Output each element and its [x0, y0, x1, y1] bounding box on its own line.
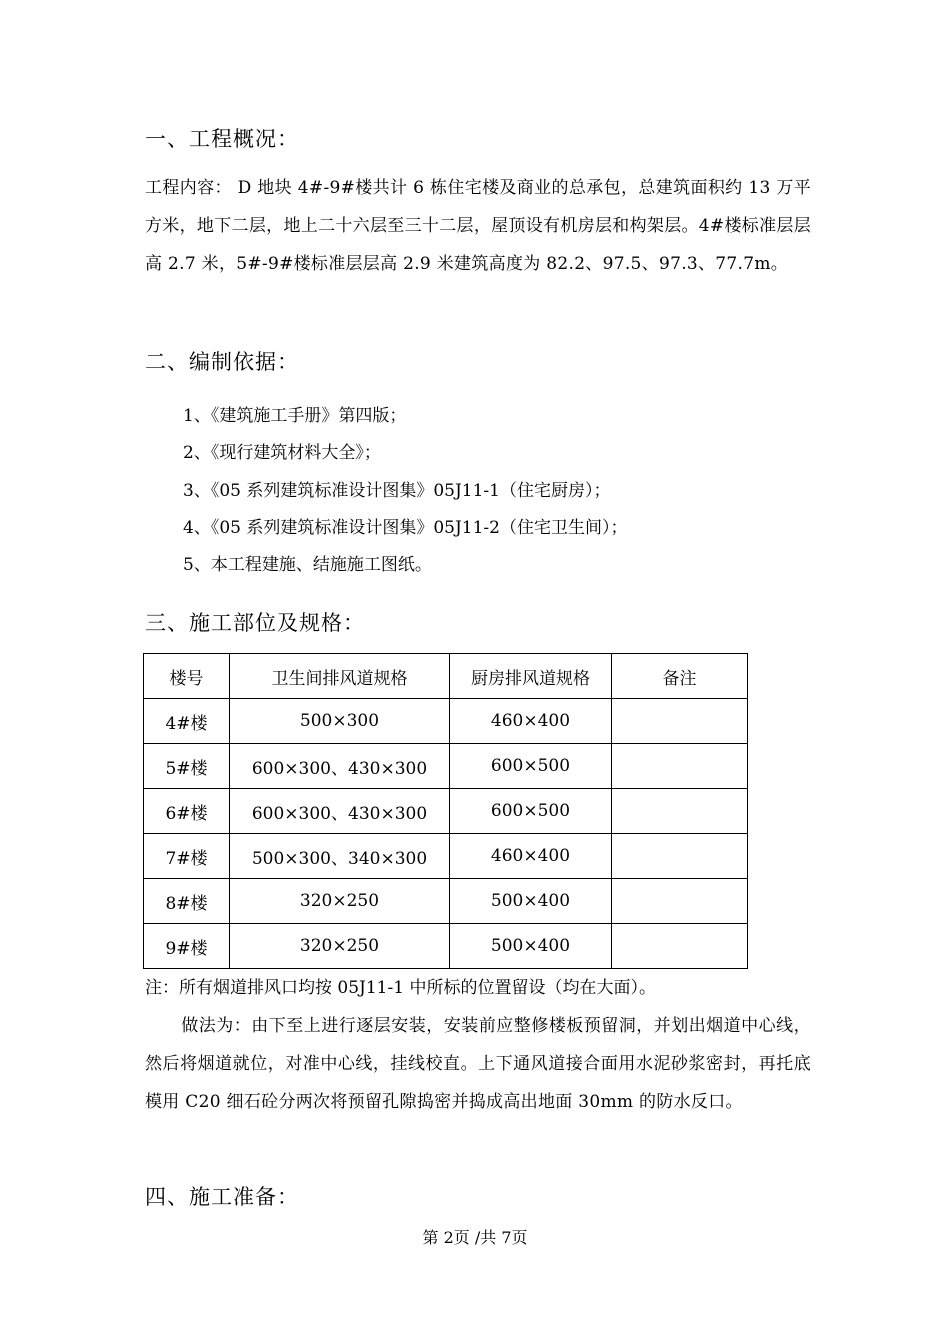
table-cell: 460×400 — [450, 699, 612, 744]
basis-item: 5、本工程建施、结施施工图纸。 — [183, 555, 432, 575]
table-cell: 8#楼 — [144, 879, 230, 924]
table-cell: 5#楼 — [144, 744, 230, 789]
table-cell: 500×400 — [450, 924, 612, 969]
basis-item: 3、《05 系列建筑标准设计图集》05J11-1（住宅厨房）； — [183, 481, 611, 501]
table-cell — [612, 744, 748, 789]
page-footer: 第 2页 /共 7页 — [422, 1228, 528, 1247]
column-header: 卫生间排风道规格 — [230, 654, 450, 699]
table-cell: 320×250 — [230, 879, 450, 924]
section-heading-overview: 一、工程概况： — [145, 127, 299, 151]
column-header: 备注 — [612, 654, 748, 699]
basis-item: 4、《05 系列建筑标准设计图集》05J11-2（住宅卫生间）； — [183, 518, 628, 538]
table-cell: 600×300、430×300 — [230, 789, 450, 834]
table-cell: 7#楼 — [144, 834, 230, 879]
section-heading-basis: 二、编制依据： — [145, 350, 299, 374]
table-row — [144, 744, 748, 789]
flue-spec-table — [143, 653, 748, 969]
table-cell: 460×400 — [450, 834, 612, 879]
table-cell: 500×300、340×300 — [230, 834, 450, 879]
table-row — [144, 879, 748, 924]
table-cell — [612, 699, 748, 744]
table-cell: 600×300、430×300 — [230, 744, 450, 789]
method-paragraph — [145, 1007, 811, 1121]
basis-item: 1、《建筑施工手册》第四版； — [183, 406, 407, 426]
table-row — [144, 699, 748, 744]
table-cell — [612, 879, 748, 924]
table-cell: 600×500 — [450, 789, 612, 834]
section-heading-scope: 三、施工部位及规格： — [145, 611, 365, 635]
basis-item: 2、《现行建筑材料大全》； — [183, 443, 381, 463]
table-cell — [612, 789, 748, 834]
column-header: 厨房排风道规格 — [450, 654, 612, 699]
table-row — [144, 924, 748, 969]
table-row — [144, 789, 748, 834]
column-header: 楼号 — [144, 654, 230, 699]
table-cell: 320×250 — [230, 924, 450, 969]
overview-paragraph: 工程内容： D 地块 4#-9#楼共计 6 栋住宅楼及商业的总承包，总建筑面积约 13 万平方米，地下二层，地上二十六层至三十二层，屋顶设有机房层和构架层。4#楼标准层层高 2.7 米，5#-9#楼标准层层高 2.9 米建筑高度为 82.2、97.5、97.3、77.7m。 — [145, 178, 811, 274]
table-cell: 600×500 — [450, 744, 612, 789]
method-text: 做法为：由下至上进行逐层安装，安装前应整修楼板预留洞，并划出烟道中心线，然后将烟道就位，对准中心线，挂线校直。上下通风道接合面用水泥砂浆密封，再托底模用 C20 细石砼分两次将预留孔隙捣密并捣成高出地面 30mm 的防水反口。 — [145, 1016, 811, 1112]
table-cell: 4#楼 — [144, 699, 230, 744]
table-row — [144, 834, 748, 879]
table-cell: 6#楼 — [144, 789, 230, 834]
table-cell: 500×300 — [230, 699, 450, 744]
section-heading-preparation: 四、施工准备： — [145, 1185, 299, 1209]
table-header-row — [144, 654, 748, 699]
table-note: 注：所有烟道排风口均按 05J11-1 中所标的位置留设（均在大面）。 — [145, 978, 656, 998]
table-cell — [612, 924, 748, 969]
table-cell — [612, 834, 748, 879]
table-cell: 9#楼 — [144, 924, 230, 969]
table-cell: 500×400 — [450, 879, 612, 924]
